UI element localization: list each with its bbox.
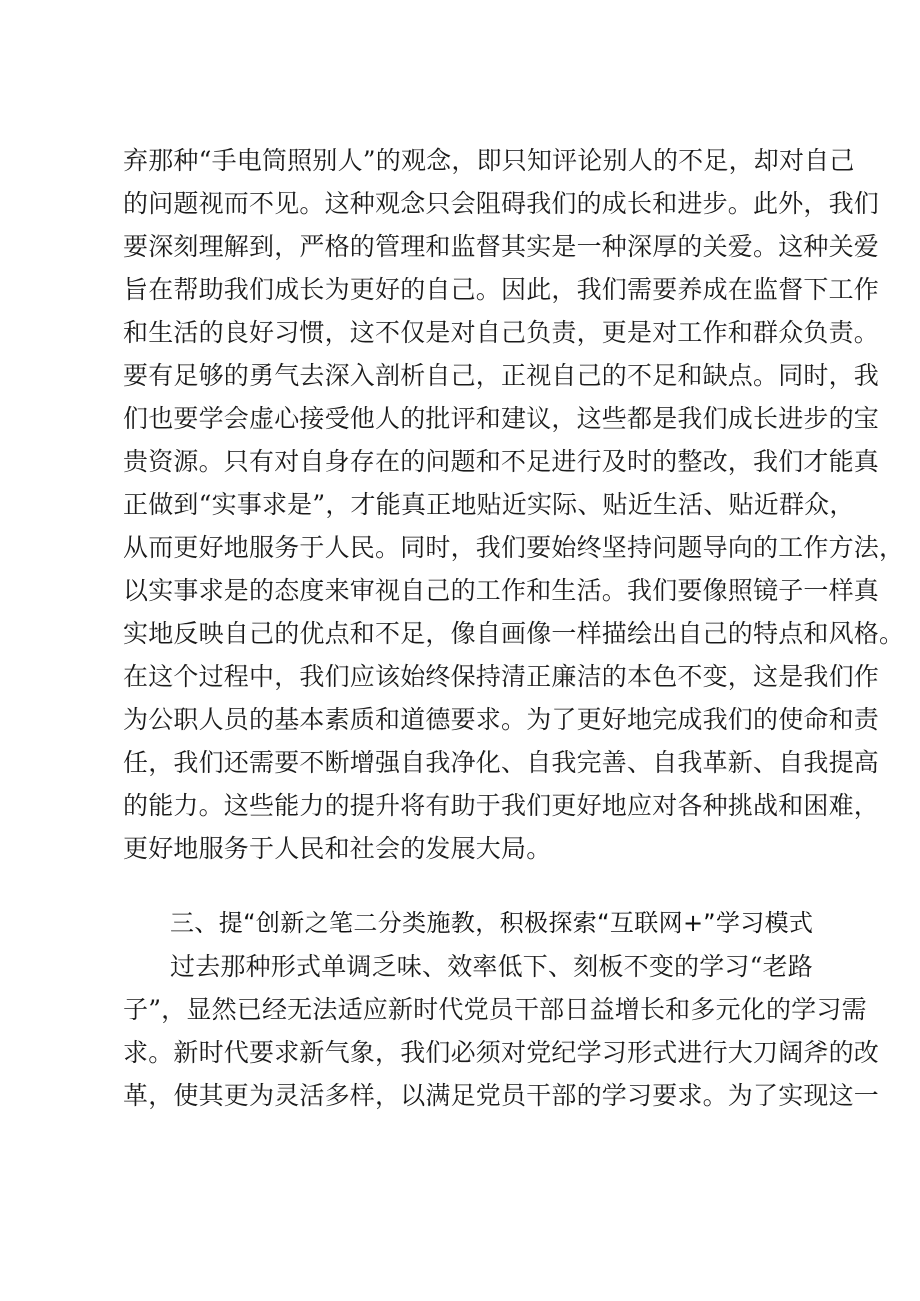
section-heading: 三、提“创新之笔二分类施教，积极探索“互联网+”学习模式 [170,909,813,937]
text-line: 正做到“实事求是”，才能真正地贴近实际、贴近生活、贴近群众， [123,490,855,519]
text-line: 过去那种形式单调乏味、效率低下、刻板不变的学习“老路 [170,952,813,981]
text-line: 贵资源。只有对自身存在的问题和不足进行及时的整改，我们才能真 [123,447,880,476]
text-line: 的问题视而不见。这种观念只会阻碍我们的成长和进步。此外，我们 [123,189,880,218]
text-line: 从而更好地服务于人民。同时，我们要始终坚持问题导向的工作方法， [123,533,905,562]
text-line: 以实事求是的态度来审视自己的工作和生活。我们要像照镜子一样真 [123,576,880,605]
text-line: 弃那种“手电筒照别人”的观念，即只知评论别人的不足，却对自己 [123,146,855,175]
text-line: 更好地服务于人民和社会的发展大局。 [123,834,552,863]
text-line: 任，我们还需要不断增强自我净化、自我完善、自我革新、自我提高 [123,748,880,777]
text-line: 们也要学会虚心接受他人的批评和建议，这些都是我们成长进步的宝 [123,404,880,433]
text-line: 为公职人员的基本素质和道德要求。为了更好地完成我们的使命和责 [123,705,880,734]
text-line: 要深刻理解到，严格的管理和监督其实是一种深厚的关爱。这种关爱 [123,232,880,261]
text-line: 要有足够的勇气去深入剖析自己，正视自己的不足和缺点。同时，我 [123,361,880,390]
text-line: 和生活的良好习惯，这不仅是对自己负责，更是对工作和群众负责。 [123,318,880,347]
text-line: 实地反映自己的优点和不足，像自画像一样描绘出自己的特点和风格。 [123,619,905,648]
text-line: 子”，显然已经无法适应新时代党员干部日益增长和多元化的学习需 [123,995,867,1024]
text-line: 旨在帮助我们成长为更好的自己。因此，我们需要养成在监督下工作 [123,275,880,304]
text-line: 求。新时代要求新气象，我们必须对党纪学习形式进行大刀阔斧的改 [123,1038,880,1067]
text-line: 的能力。这些能力的提升将有助于我们更好地应对各种挑战和困难， [123,791,880,820]
text-line: 在这个过程中，我们应该始终保持清正廉洁的本色不变，这是我们作 [123,662,880,691]
text-line: 革，使其更为灵活多样，以满足党员干部的学习要求。为了实现这一 [123,1081,880,1110]
